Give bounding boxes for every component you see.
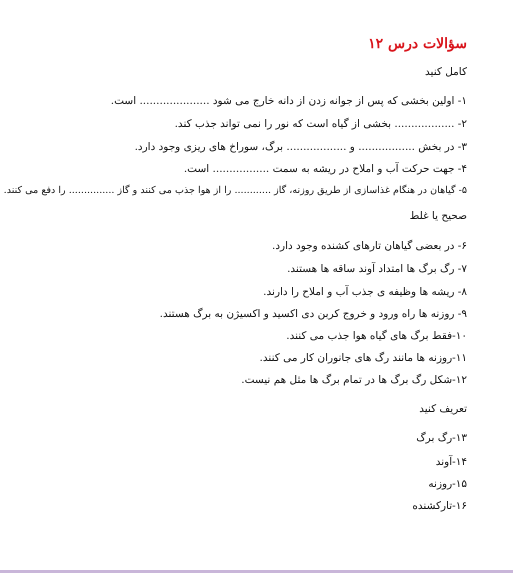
section-heading-truefalse: صحیح یا غلط (409, 210, 467, 222)
question-9: ۹- روزنه ها راه ورود و خروج کربن دی اکسید و اکسیژن به برگ هستند. (159, 308, 467, 320)
question-4: ۴- جهت حرکت آب و املاح در ریشه به سمت ................. است. (183, 163, 467, 175)
question-11: ۱۱-روزنه ها مانند رگ های جانوران کار می کنند. (259, 352, 467, 364)
page-title: سؤالات درس ۱۲ (368, 36, 467, 52)
question-10: ۱۰-فقط برگ های گیاه هوا جذب می کنند. (286, 330, 467, 342)
question-1: ۱- اولین بخشی که پس از جوانه زدن از دانه خارج می شود ..................... است. (110, 95, 467, 107)
question-8: ۸- ریشه ها وظیفه ی جذب آب و املاح را دارند. (263, 286, 467, 298)
question-14: ۱۴-آوند (435, 456, 467, 468)
question-12: ۱۲-شکل رگ برگ ها در تمام برگ ها مثل هم نیست. (241, 374, 467, 386)
page-bottom-border (0, 570, 513, 573)
question-13: ۱۳-رگ برگ (416, 432, 467, 444)
section-heading-define: تعریف کنید (419, 403, 467, 415)
question-7: ۷- رگ برگ ها امتداد آوند ساقه ها هستند. (287, 263, 467, 275)
question-15: ۱۵-روزنه (428, 478, 467, 490)
question-5: ۵- گیاهان در هنگام غذاسازی از طریق روزنه، گاز ............ را از هوا جذب می کنند و گاز ............... را دفع می کنند. (3, 185, 467, 196)
question-2: ۲- .................. بخشی از گیاه است که نور را نمی تواند جذب کند. (174, 118, 467, 130)
question-16: ۱۶-تارکشنده (412, 500, 467, 512)
section-heading-fill: کامل کنید (425, 66, 467, 78)
question-3: ۳- در بخش ................. و .................. برگ، سوراخ های ریزی وجود دارد. (134, 141, 467, 153)
question-6: ۶- در بعضی گیاهان تارهای کشنده وجود دارد. (272, 240, 467, 252)
